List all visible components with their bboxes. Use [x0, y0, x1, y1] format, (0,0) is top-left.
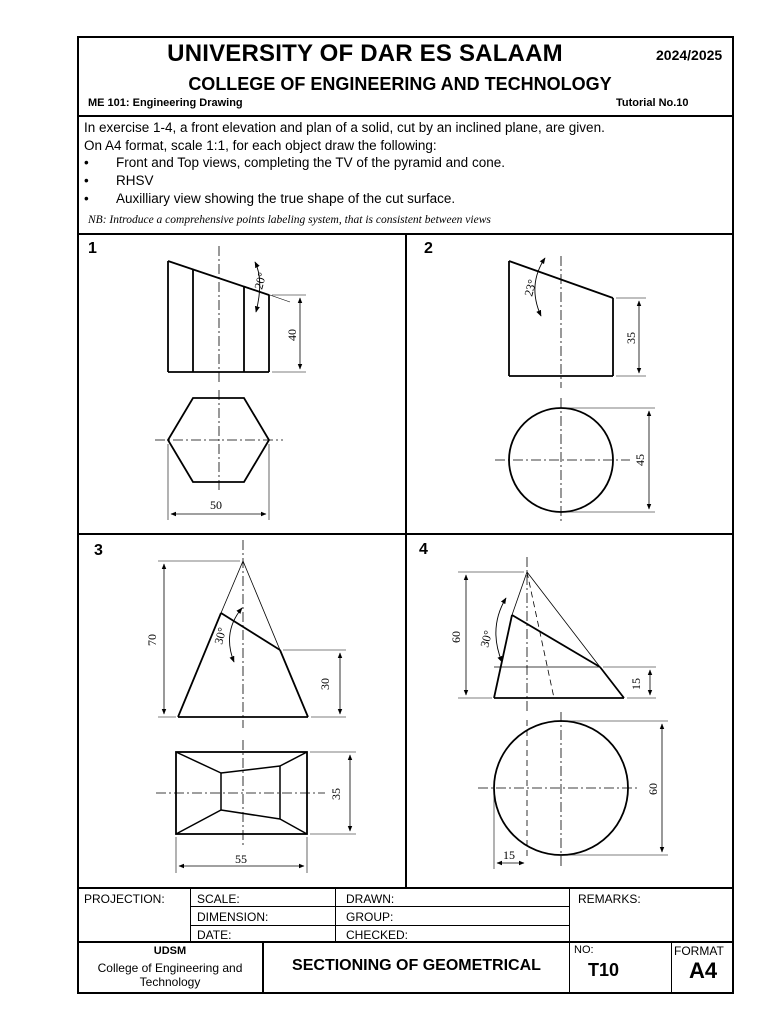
exercise-4-drawing [449, 557, 668, 869]
ex4-height-cut-label: 15 [629, 678, 643, 690]
format-label: FORMAT [674, 944, 724, 958]
bullet-item-auxiliary: Auxilliary view showing the true shape of the cut surface. [116, 191, 456, 206]
bullet-item-rhsv: RHSV [116, 173, 154, 188]
ex2-diameter-label: 45 [633, 454, 647, 466]
bullet-item-front-top: Front and Top views, completing the TV of the pyramid and cone. [116, 155, 505, 170]
ex1-angle-label: 20° [251, 270, 270, 291]
projection-label: PROJECTION: [84, 892, 165, 906]
drawn-label: DRAWN: [346, 892, 395, 906]
university-title: UNIVERSITY OF DAR ES SALAAM [167, 40, 563, 67]
ex1-height-label: 40 [285, 329, 299, 341]
format-value: A4 [688, 958, 718, 983]
group-label: GROUP: [346, 910, 394, 924]
bullet-marker: • [84, 155, 89, 170]
tb-divider [190, 888, 191, 942]
exercise-number-4: 4 [419, 541, 428, 558]
instruction-line-1: In exercise 1-4, a front elevation and plan of a solid, cut by an inclined plane, are given. [84, 120, 605, 135]
ex3-height-total-label: 70 [145, 634, 159, 646]
institution-abbr: UDSM [153, 945, 187, 957]
ex3-depth-label: 35 [329, 788, 343, 800]
exercise-1-drawing [155, 246, 306, 520]
academic-year: 2024/2025 [656, 47, 723, 63]
tb-divider [190, 925, 569, 926]
remarks-label: REMARKS: [578, 892, 641, 906]
ex4-height-total-label: 60 [449, 631, 463, 643]
exercise-2-drawing [495, 256, 655, 522]
ex4-offset-label: 15 [503, 848, 515, 862]
exercise-number-1: 1 [88, 240, 97, 257]
exercise-3-drawing [145, 540, 356, 873]
course-code: ME 101: Engineering Drawing [88, 97, 243, 109]
college-title: COLLEGE OF ENGINEERING AND TECHNOLOGY [188, 74, 612, 94]
labeling-note: NB: Introduce a comprehensive points labeling system, that is consistent between views [88, 214, 491, 226]
tb-divider [190, 906, 569, 907]
tutorial-number: Tutorial No.10 [616, 97, 689, 109]
date-label: DATE: [197, 928, 232, 942]
bullet-marker: • [84, 191, 89, 206]
drawing-no-value: T10 [588, 960, 620, 980]
ex3-width-label: 55 [235, 852, 247, 866]
institution-line-2: Technology [139, 975, 201, 989]
bullet-marker: • [84, 173, 89, 188]
ex1-width-label: 50 [210, 498, 222, 512]
instruction-line-2: On A4 format, scale 1:1, for each object draw the following: [84, 138, 437, 153]
tb-divider [335, 888, 336, 942]
ex2-angle-label: 23° [521, 277, 540, 298]
ex3-angle-label: 30° [211, 625, 230, 646]
drawing-no-label: NO: [574, 944, 594, 956]
scale-label: SCALE: [197, 892, 240, 906]
dimension-label: DIMENSION: [197, 910, 269, 924]
exercise-number-2: 2 [424, 240, 433, 257]
checked-label: CHECKED: [346, 928, 409, 942]
drawing-title: SECTIONING OF GEOMETRICAL [292, 957, 541, 974]
ex3-height-cut-label: 30 [318, 678, 332, 690]
institution-line-1: College of Engineering and [97, 961, 243, 975]
ex4-diameter-label: 60 [646, 783, 660, 795]
ex2-height-label: 35 [624, 332, 638, 344]
exercise-number-3: 3 [94, 542, 103, 559]
ex4-angle-label: 30° [477, 628, 496, 649]
